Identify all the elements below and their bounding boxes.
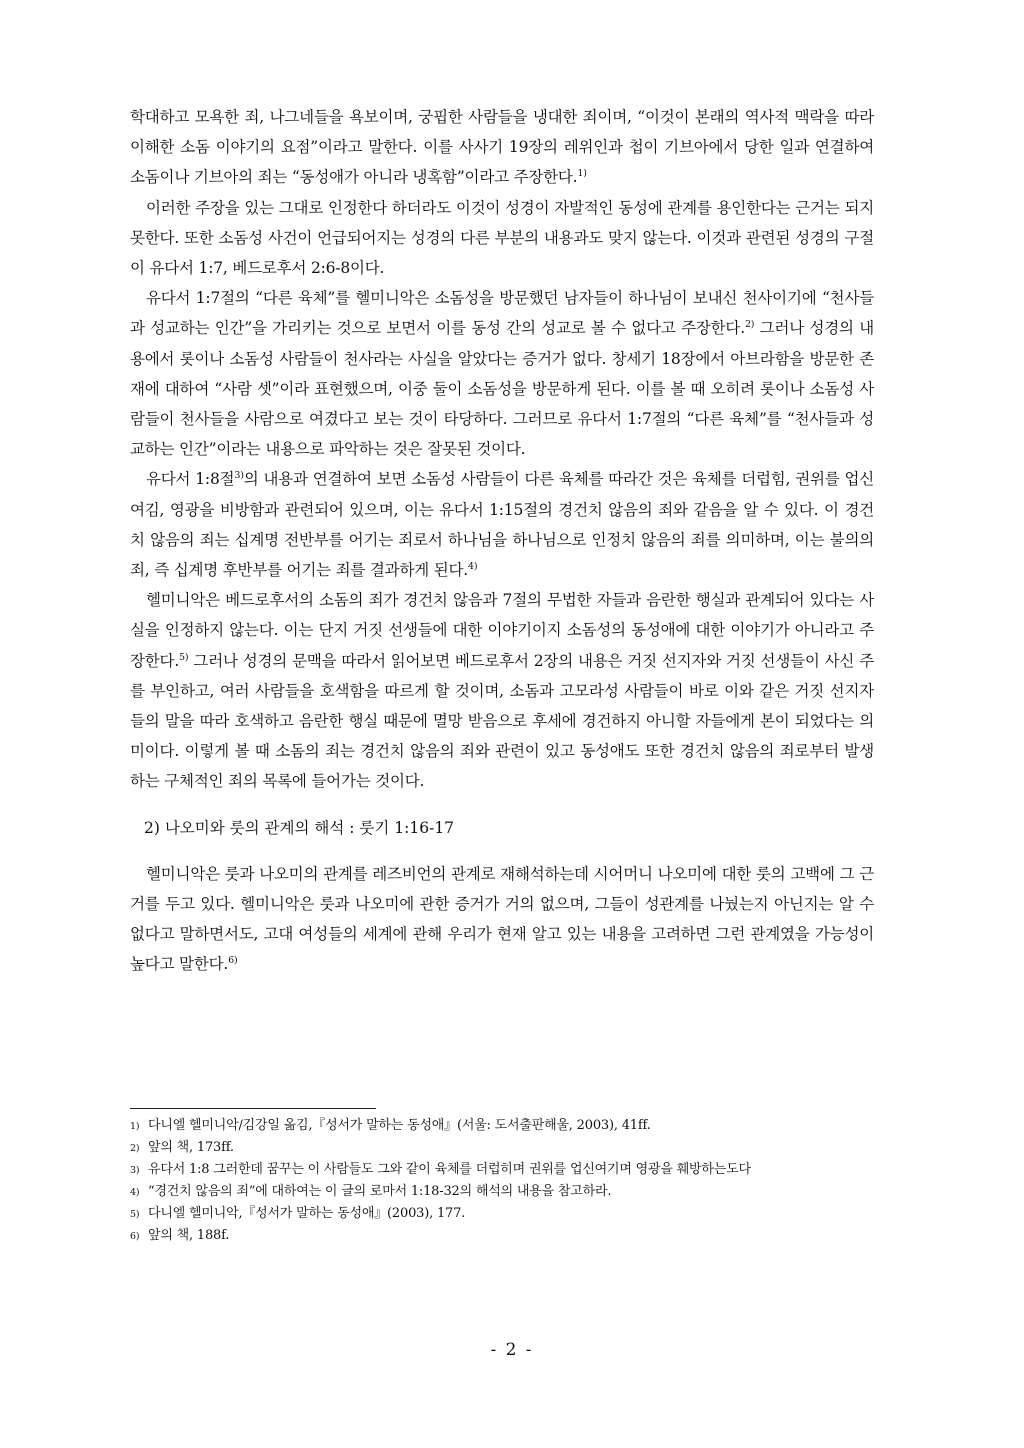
footnotes bbox=[130, 1116, 874, 1248]
section-heading: 2) 나오미와 룻의 관계의 해석 : 룻기 1:16-17 bbox=[144, 818, 455, 837]
paragraph: 이러한 주장을 있는 그대로 인정한다 하더라도 이것이 성경이 자발적인 동성에 관계를 용인한다는 근거는 되지 못한다. 또한 소돔성 사건이 언급되어지는 성경의 다른 부분의 내용과도 맞지 않는다. 이것과 관련된 성경의 구절이 유다서 1:7, 베드로후서 2:6-8이다. bbox=[130, 198, 874, 278]
footnote: 2) 앞의 책, 173ff. bbox=[130, 1140, 234, 1155]
page-number: - 2 - bbox=[490, 1340, 534, 1360]
footnote-ref: 5) bbox=[179, 651, 189, 663]
footnote-ref: 4) bbox=[468, 561, 478, 573]
footnote: 6) 앞의 책, 188f. bbox=[130, 1228, 230, 1243]
footnote-divider bbox=[130, 1108, 376, 1109]
footnote: 1) 다니엘 헬미니악/김강일 옮김,『성서가 말하는 동성애』(서울: 도서출판해울, 2003), 41ff. bbox=[130, 1118, 651, 1133]
footnote-ref: 1) bbox=[577, 168, 587, 180]
paragraph: 유다서 1:7절의 “다른 육체”를 헬미니악은 소돔성을 방문했던 남자들이 하나님이 보내신 천사이기에 “천사들과 성교하는 인간”을 가리키는 것으로 보면서 이를 동성 간의 성교로 볼 수 없다고 주장한다.$^{2)}$ 그러나 성경의 내용에서 롯이나 소돔성 사람들이 천사라는 사실을 알았다는 증거가 없다. 창세기 18장에서 아브라함을 방문한 존재에 대하여 “사람 셋”이라 표현했으며, 이중 둘이 소돔성을 방문하게 된다. 이를 볼 때 오히려 롯이나 소돔성 사람들이 천사들을 사람으로 여겼다고 보는 것이 타당하다. 그러므로 유다서 1:7절의 “다른 육체”를 “천사들과 성교하는 인간”이라는 내용으로 파악하는 것은 잘못된 것이다. bbox=[130, 289, 875, 459]
footnote: 4) “경건치 않음의 죄”에 대하여는 이 글의 로마서 1:18-32의 해석의 내용을 참고하라. bbox=[130, 1184, 612, 1199]
paragraph: 학대하고 모욕한 죄, 나그네들을 욕보이며, 궁핍한 사람들을 냉대한 죄이며, “이것이 본래의 역사적 맥락을 따라 이해한 소돔 이야기의 요점”이라고 말한다. 이를 사사기 19장의 레위인과 첩이 기브아에서 당한 일과 연결하여 소돔이나 기브아의 죄는 “동성애가 아니라 냉혹함”이라고 주장한다.$^{1)}$ bbox=[130, 108, 874, 187]
paragraph: 헬미니악은 룻과 나오미의 관계를 레즈비언의 관계로 재해석하는데 시어머니 나오미에 대한 룻의 고백에 그 근거를 두고 있다. 헬미니악은 룻과 나오미에 관한 증거가 거의 없으며, 그들이 성관계를 나눴는지 아닌지는 알 수 없다고 말하면서도, 고대 여성들의 세계에 관해 우리가 현재 알고 있는 내용을 고려하면 그런 관계였을 가능성이 높다고 말한다.$^{6)}$ bbox=[130, 864, 874, 974]
footnote-ref: 6) bbox=[228, 955, 238, 967]
paragraph: 헬미니악은 베드로후서의 소돔의 죄가 경건치 않음과 7절의 무법한 자들과 음란한 행실과 관계되어 있다는 사실을 인정하지 않는다. 이는 단지 거짓 선생들에 대한 이야기이지 소돔성의 동성애에 대한 이야기가 아니라고 주장한다.$^{5)}$ 그러나 성경의 문맥을 따라서 읽어보면 베드로후서 2장의 내용은 거짓 선지자와 거짓 선생들이 사신 주를 부인하고, 여러 사람들을 호색함을 따르게 할 것이며, 소돔과 고모라성 사람들이 바로 이와 같은 거짓 선지자들의 말을 따라 호색하고 음란한 행실 때문에 멸망 받음으로 후세에 경건하지 아니할 자들에게 본이 되었다는 의미이다. 이렇게 볼 때 소돔의 죄는 경건치 않음의 죄와 관련이 있고 동성애도 또한 경건치 않음의 죄로부터 발생하는 구체적인 죄의 목록에 들어가는 것이다. bbox=[130, 591, 874, 791]
footnote: 5) 다니엘 헬미니악,『성서가 말하는 동성애』(2003), 177. bbox=[130, 1206, 466, 1221]
footnote: 3) 유다서 1:8 그러한데 꿈꾸는 이 사람들도 그와 같이 육체를 더럽히며 권위를 업신여기며 영광을 훼방하는도다 bbox=[130, 1162, 751, 1177]
footnote-ref: 3) bbox=[234, 470, 244, 482]
footnote-ref: 2) bbox=[744, 319, 755, 331]
paragraph: 유다서 1:8절$^{3)}$의 내용과 연결하여 보면 소돔성 사람들이 다른 육체를 따라간 것은 육체를 더럽힘, 권위를 업신여김, 영광을 비방함과 관련되어 있으며, 이는 유다서 1:15절의 경건치 않음의 죄와 같음을 알 수 있다. 이 경건치 않음의 죄는 십계명 전반부를 어기는 죄로서 하나님을 하나님으로 인정치 않음의 죄를 의미하며, 이는 불의의 죄, 즉 십계명 후반부를 어기는 죄를 결과하게 된다.$^{4)}$ bbox=[130, 470, 874, 580]
main-text bbox=[130, 102, 874, 979]
